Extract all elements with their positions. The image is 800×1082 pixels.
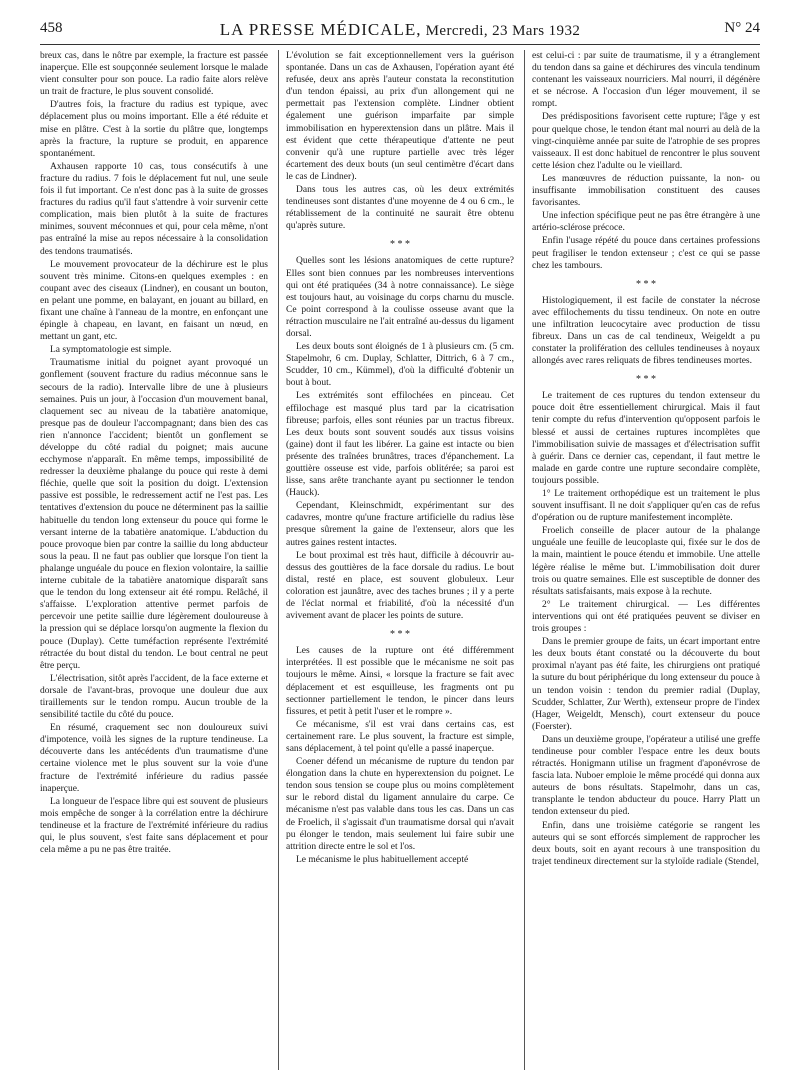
text-column-2 <box>286 50 514 867</box>
paragraph: Les causes de la rupture ont été différemment interprétées. Il est possible que le mécanisme ne soit pas toujours le même. Ainsi, « lorsque la fracture se fait avec déplacement et est esquilleuse, les fragments ont pu sectionner partiellement le tendon, le pincer dans leurs fissures, et petit à petit l'user et le rompre ». <box>286 646 514 717</box>
paragraph: En résumé, craquement sec non douloureux suivi d'impotence, voilà les signes de la rupture tendineuse. La découverte dans les antécédents d'un traumatisme d'une certaine violence met le plus souvent sur la voie d'une fracture de l'extrémité inférieure du radius passée inaperçue. <box>40 723 268 794</box>
paragraph: La longueur de l'espace libre qui est souvent de plusieurs mois empêche de songer à la corrélation entre la déchirure tendineuse et la fracture de l'extrémité inférieure du radius qui, le plus souvent, s'est faite sans déplacement et pour cela même a pu ne pas être traitée. <box>40 796 268 856</box>
paragraph: Enfin l'usage répété du pouce dans certaines professions peut fragiliser le tendon extenseur ; c'est ce qui se passe chez les tambours. <box>532 236 760 271</box>
paragraph: Le bout proximal est très haut, difficile à découvrir au-dessus des gouttières de la face dorsale du radius. Le bout distal, resté en place, est souvent globuleux. Leur coloration est jaunâtre, avec des taches brunes ; il y a perte de l'éclat normal et friabilité, d'où la nécessité d'un avivement avant de placer les points de suture. <box>286 550 514 622</box>
paragraph: Cependant, Kleinschmidt, expérimentant sur des cadavres, montre qu'une fracture artificielle du radius lèse presque sûrement la gaine de l'extenseur, alors que les autres gaines restent intactes. <box>286 501 514 548</box>
page-number: 458 <box>40 20 63 36</box>
section-separator: * * * <box>636 374 656 386</box>
paragraph: Ce mécanisme, s'il est vrai dans certains cas, est certainement rare. Le plus souvent, la fracture est simple, sans déplacement, à tel point qu'elle a passé inaperçue. <box>286 719 514 754</box>
page-header <box>40 20 760 42</box>
paragraph: Enfin, dans une troisième catégorie se rangent les auteurs qui se sont efforcés simplement de rapprocher les deux bouts, soit en ayant recours à une transposition du trajet tendineux directement sur la styloïde radiale (Stendel, <box>532 820 760 867</box>
column-divider <box>278 50 279 1070</box>
paragraph: Le mécanisme le plus habituellement accepté <box>296 854 469 865</box>
paragraph: Traumatisme initial du poignet ayant provoqué un gonflement (souvent fracture du radius méconnue sans le secours de la radio). Intervalle libre de une à plusieurs semaines. Puis un jour, à l'occasion d'un mouvement banal, claquement sec au niveau de la tabatière anatomique, presque pas de douleur l'accompagnant; dans bien des cas rien n'annonce l'accident; bientôt un gonflement se développe du côté radial du poignet; mais aucune ecchymose n'apparaît. En même temps, impossibilité de redresser la deuxième phalange du pouce qui reste à demi fléchie, quelle que soit la position du doigt. L'extension passive est possible, le redressement actif ne l'est pas. Les tentatives d'extension du pouce ne déterminent pas la saillie habituelle du tendon long extenseur du pouce qui forme le versant interne de la tabatière anatomique. L'abduction du pouce provoque bien par contre la saillie du long abducteur sous la peau. Il ne faut pas oublier que lorsque l'on tient la phalange unguéale du pouce en flexion volontaire, la saillie interne cubitale de la tabatière anatomique disparaît sans que le tendon du long extenseur ait été rompu. Relâché, il s'affaisse. L'exploration attentive permet parfois de percevoir une petite saillie dure légèrement douloureuse à la pression qui se déplace lorsqu'on augmente la flexion du pouce (Duplay). Cette tuméfaction représente l'extrémité rétractée du bout distal du tendon. Le bout central ne peut être perçu. <box>40 358 268 671</box>
paragraph: Les deux bouts sont éloignés de 1 à plusieurs cm. (5 cm. Stapelmohr, 6 cm. Duplay, Schlatter, Dittrich, 6 à 7 cm., Scudder, 10 cm., Kümmel), d'où la difficulté d'obtenir un bout à bout. <box>286 342 514 389</box>
paragraph: Les extrémités sont effilochées en pinceau. Cet effilochage est masqué plus tard par la cicatrisation fibreuse; parfois, elles sont réunies par un tractus fibreux. Les deux bouts sont souvent soudés aux tissus voisins (gaine) dont il faut les libérer. La gaine est intacte ou bien présente des traînées brunâtres, traces d'épanchement. La gouttière osseuse est vide, parfois oblitérée; sa paroi est lisse, sans arête tranchante ayant pu sectionner le tendon (Hauck). <box>286 391 514 499</box>
paragraph: Le mouvement provocateur de la déchirure est le plus souvent très minime. Citons-en quelques exemples : en coupant avec des ciseaux (Lindner), en cousant un bouton, en pelant une pomme, en balayant, en jouant au billard, en fixant une chaîne à l'anneau de la montre, en enfonçant une épingle à chapeau, en lavant, en faisant un nœud, en mettant un gant, etc. <box>40 259 268 343</box>
paragraph: D'autres fois, la fracture du radius est typique, avec déplacement plus ou moins important. Elle a été réduite et mise en plâtre. C'est à la sortie du plâtre que, longtemps après la fracture, la rupture se produit, en apparence spontanément. <box>40 100 268 159</box>
section-separator: * * * <box>636 278 656 290</box>
section-separator: * * * <box>390 239 410 251</box>
text-column-1 <box>40 50 268 857</box>
paragraph: est celui-ci : par suite de traumatisme, il y a étranglement du tendon dans sa gaine et déchirures des vincula tendinum contenant les vaisseaux nourriciers. Mal nourri, il dégénère et se nécrose. A l'occasion d'un léger mouvement, il se rompt. <box>532 51 760 110</box>
paragraph: L'électrisation, sitôt après l'accident, de la face externe et dorsale de l'avant-bras, provoque une douleur due aux tiraillements sur le tendon rompu. Aucun trouble de la sensibilité tactile du côté du pouce. <box>40 673 268 721</box>
section-separator: * * * <box>390 629 410 641</box>
paragraph: Les manœuvres de réduction puissante, la non- ou insuffisante immobilisation constituent des causes favorisantes. <box>532 173 760 209</box>
paragraph: Dans tous les autres cas, où les deux extrémités tendineuses sont distantes d'une moyenne de 4 ou 6 cm., le rétablissement de la continuité ne saurait être obtenu qu'après suture. <box>286 185 514 232</box>
paragraph: L'évolution se fait exceptionnellement vers la guérison spontanée. Dans un cas de Axhausen, l'opération ayant été refusée, deux ans après l'auteur constata la reconstitution d'un tendon épaissi, au prix d'un allongement qui ne permettait pas l'extension complète. Lindner obtient également une guérison imparfaite par simple immobilisation en hyperextension dans un plâtre. Mais il est évident que cette thérapeutique d'attente ne peut convenir qu'à une rupture partielle avec très léger écartement des deux bouts (un seul centimètre d'écart dans le cas de Lindner). <box>286 51 514 182</box>
paragraph: Le traitement de ces ruptures du tendon extenseur du pouce doit être essentiellement chirurgical. Mais il faut tenir compte du refus d'intervention qu'opposent parfois le blessé et aussi de certaines ruptures incomplètes que l'immobilisation suivie de massages et d'électrisation suffit à guérir. Dans ce dernier cas, cependant, il faut mettre le malade en garde contre une rupture secondaire complète, toujours possible. <box>532 391 760 486</box>
publication-name: LA PRESSE MÉDICALE, <box>219 20 422 39</box>
paragraph: Coener défend un mécanisme de rupture du tendon par élongation dans la chute en hyperextension du poignet. Le tendon sous tension se coupe plus ou moins complètement sur le rebord distal du ligament annulaire du carpe. Ce mécanisme n'est pas valable dans tous les cas. Dans un cas de Froelich, il s'agissait d'un traumatisme dorsal qui n'avait pu élonger le tendon, mais seulement lui faire subir une attrition directe entre le sol et l'os. <box>286 757 514 852</box>
paragraph: Quelles sont les lésions anatomiques de cette rupture? Elles sont bien connues par les nombreuses interventions qui ont été pratiquées (34 à notre connaissance). Le siège est toujours haut, au voisinage du corps charnu du muscle. Ce point correspond à la coulisse osseuse avant que la rétraction musculaire ne l'ait entraîné au-dessus du ligament dorsal. <box>286 256 514 339</box>
paragraph: Dans le premier groupe de faits, un écart important entre les deux bouts étant constaté ou la découverte du bout proximal n'ayant pas été faite, les chirurgiens ont pratiqué la suture du bout périphérique du long extenseur du pouce à un tendon voisin : tendon du premier radial (Duplay, Scudder, Schlatter, Zur Werth), extenseur propre de l'index (Hager, Weigeldt, Mensch), court extenseur du pouce (Foerster). <box>532 637 760 732</box>
paragraph: Une infection spécifique peut ne pas être étrangère à une artério-sclérose précoce. <box>532 211 760 234</box>
paragraph: La symptomatologie est simple. <box>50 345 172 356</box>
paragraph: 1° Le traitement orthopédique est un traitement le plus souvent insuffisant. Il ne doit s'appliquer qu'en cas de refus d'opération ou de rupture manifestement incomplète. <box>532 489 760 524</box>
paragraph: Histologiquement, il est facile de constater la nécrose avec effilochements du tissu tendineux. On note en outre une infiltration leucocytaire avec production de tissu fibreux. Dans un cas de cal tendineux, Weigeldt a pu constater la prolifération des cellules tendineuses à noyaux allongés avec rares reliquats de fibres tendineuses mortes. <box>532 295 760 367</box>
paragraph: Froelich conseille de placer autour de la phalange unguéale une feuille de leucoplaste qui, fixée sur le dos de la main, maintient le pouce étendu et immobile. Une attelle légère réalise le même but. L'immobilisation doit durer trois ou quatre semaines. Elle est susceptible de donner des résultats satisfaisants, mais expose à la rechute. <box>532 526 760 597</box>
paragraph: Des prédispositions favorisent cette rupture; l'âge y est pour quelque chose, le tendon étant mal nourri au delà de la vingt-cinquième année par suite de l'atrophie de ses propres vaisseaux. Il est donc habituel de rencontrer le plus souvent cette lésion chez l'adulte ou le vieillard. <box>532 112 760 171</box>
running-title <box>40 20 760 40</box>
text-column-3 <box>532 50 760 869</box>
paragraph: Dans un deuxième groupe, l'opérateur a utilisé une greffe tendineuse pour combler l'espace entre les deux bouts rétractés. Honigmann utilise un fragment d'aponévrose de fascia lata. Nuboer emploie le même procédé qui donna aux auteurs de bons résultats. Stapelmohr, dans un cas, transplante le tendon abducteur du pouce. Harry Platt un tendon extenseur du pied. <box>532 734 760 818</box>
paragraph: 2° Le traitement chirurgical. — Les différentes interventions qui ont été pratiquées peuvent se diviser en trois groupes : <box>532 599 760 635</box>
paragraph: breux cas, dans le nôtre par exemple, la fracture est passée inaperçue. Elle est soupçonnée seulement lorsque le malade vient consulter pour son pouce. La radio faite alors relève un trait de fracture, le plus souvent consolidé. <box>40 51 268 98</box>
paragraph: Axhausen rapporte 10 cas, tous consécutifs à une fracture du radius. 7 fois le déplacement fut nul, une seule fois il fut important. Ce n'est donc pas à la suite de grosses fractures du radius qu'il faut s'attendre à voir survenir cette complication, mais bien plutôt à la suite de fractures minimes, souvent méconnues et qui, pour cela même, n'ont pas entraîné la mise au repos nécessaire à la consolidation des tendons traumatisés. <box>40 161 268 257</box>
issue-date: Mercredi, 23 Mars 1932 <box>425 23 581 39</box>
column-divider <box>524 50 525 1070</box>
issue-number: N° 24 <box>724 20 760 36</box>
header-rule <box>40 44 760 45</box>
